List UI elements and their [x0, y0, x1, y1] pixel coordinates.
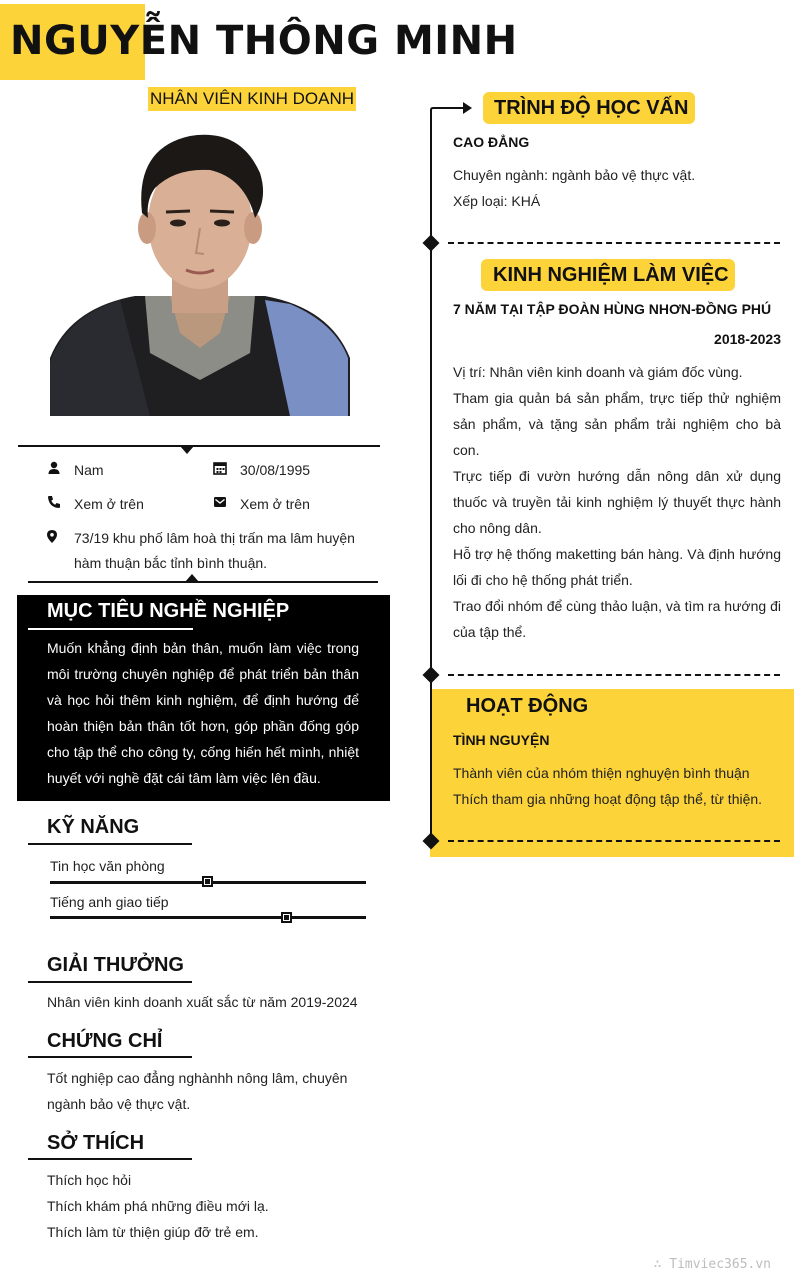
info-bottom-marker [185, 574, 199, 582]
timeline-diamond [423, 667, 440, 684]
education-title: TRÌNH ĐỘ HỌC VẤN [494, 97, 689, 119]
divider-dashed [448, 840, 780, 842]
email-value: Xem ở trên [240, 496, 310, 512]
timeline-line [430, 112, 432, 844]
info-top-rule [18, 445, 380, 447]
email-icon [213, 495, 227, 514]
info-bottom-rule [28, 581, 378, 583]
address-value: 73/19 khu phố lâm hoà thị trấn ma lâm huyện hàm thuận bắc tỉnh bình thuận. [74, 530, 355, 571]
divider-dashed [448, 674, 780, 676]
awards-text: Nhân viên kinh doanh xuất sắc từ năm 2019-2024 [47, 994, 358, 1010]
watermark-text: Timviec365.vn [669, 1257, 771, 1272]
phone-value: Xem ở trên [74, 496, 144, 512]
info-top-marker [180, 446, 194, 454]
candidate-name: NGUYỄN THÔNG MINH [10, 18, 518, 64]
experience-line: Vị trí: Nhân viên kinh doanh và giám đốc vùng. [453, 364, 743, 380]
phone-icon [47, 495, 61, 514]
skill-bar-track [50, 916, 366, 919]
objective-underline [28, 628, 193, 630]
profile-photo [50, 118, 350, 416]
experience-line: Hỗ trợ hệ thống maketting bán hàng. Và định hướng lối đi cho hệ thống phát triển. [453, 546, 781, 588]
skills-underline [28, 843, 192, 845]
awards-underline [28, 981, 192, 983]
awards-title: GIẢI THƯỞNG [47, 954, 184, 976]
user-icon [47, 461, 61, 480]
certificates-title: CHỨNG CHỈ [47, 1030, 163, 1052]
watermark: ∴ Timviec365.vn [653, 1257, 771, 1272]
activity-line: Thích tham gia những hoạt động tập thể, từ thiện. [453, 791, 763, 807]
experience-line: Trao đổi nhóm để cùng thảo luận, và tìm ra hướng đi của tập thể. [453, 598, 781, 640]
activities-title: HOẠT ĐỘNG [466, 695, 589, 717]
skill-level-marker [202, 876, 213, 887]
timeline-diamond [423, 235, 440, 252]
hobbies-underline [28, 1158, 192, 1160]
skill-label: Tin học văn phòng [50, 858, 165, 874]
hobby-item: Thích khám phá những điều mới lạ. [47, 1198, 269, 1214]
skill-label: Tiếng anh giao tiếp [50, 894, 169, 910]
calendar-icon [213, 461, 227, 480]
certificates-text: Tốt nghiệp cao đẳng nghànhh nông lâm, chuyên ngành bảo vệ thực vật. [47, 1070, 348, 1112]
education-school: CAO ĐẲNG [453, 134, 530, 150]
divider-dashed [448, 242, 780, 244]
hobby-item: Thích học hỏi [47, 1172, 132, 1188]
objective-title: MỤC TIÊU NGHỀ NGHIỆP [47, 600, 290, 622]
activity-line: Thành viên của nhóm thiện nghuyện bình thuận [453, 765, 750, 781]
certificates-underline [28, 1056, 192, 1058]
education-major: Chuyên ngành: ngành bảo vệ thực vật. [453, 167, 696, 183]
hobby-item: Thích làm từ thiện giúp đỡ trẻ em. [47, 1224, 259, 1240]
birthday-value: 30/08/1995 [240, 462, 311, 478]
job-title: NHÂN VIÊN KINH DOANH [148, 87, 356, 111]
skills-title: KỸ NĂNG [47, 816, 140, 838]
experience-period: 2018-2023 [714, 331, 781, 347]
objective-text: Muốn khẳng định bản thân, muốn làm việc trong môi trường chuyên nghiệp để phát triển bản thân và học hỏi thêm kinh nghiệm, để định hướng để hoàn thiện bản thân tốt hơn, góp phần đống góp cho tập thể cho công ty, cống hiến hết mình, nhiệt huyết với nghề đặt cái tâm làm việc lên đầu. [47, 640, 359, 786]
education-grade: Xếp loại: KHÁ [453, 193, 541, 209]
experience-company: 7 NĂM TẠI TẬP ĐOÀN HÙNG NHƠN-ĐỒNG PHÚ [453, 301, 772, 317]
gender-value: Nam [74, 462, 104, 478]
hobbies-title: SỞ THÍCH [47, 1132, 145, 1154]
experience-line: Tham gia quản bá sản phẩm, trực tiếp thử nghiệm sản phẩm, và tặng sản phẩm trải nghiệm cho bà con. [453, 390, 781, 458]
timeline-arrow-icon [429, 100, 473, 124]
activities-subtitle: TÌNH NGUYỆN [453, 732, 550, 748]
experience-line: Trực tiếp đi vườn hướng dẫn nông dân xử dụng thuốc và truyền tải kinh nghiệm lý thuyết thực hành cho nông dân. [453, 468, 781, 536]
location-icon [47, 530, 57, 548]
skill-level-marker [281, 912, 292, 923]
experience-title: KINH NGHIỆM LÀM VIỆC [493, 264, 729, 286]
